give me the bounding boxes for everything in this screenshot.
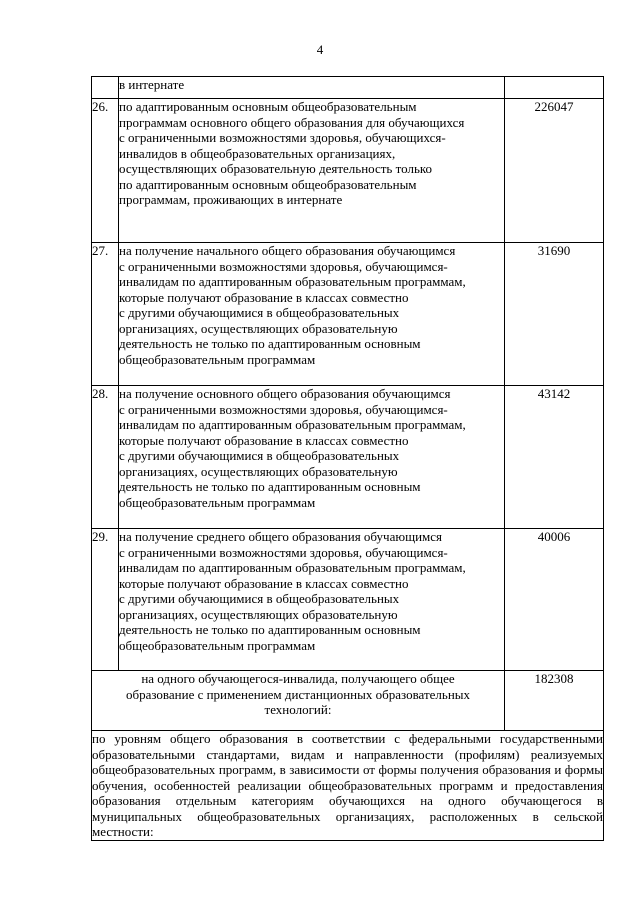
data-table [91, 76, 604, 841]
description-line: с ограниченными возможностями здоровья, обучающихся- [119, 130, 446, 145]
table-row [92, 99, 604, 243]
description-line: на получение начального общего образования обучающимся [119, 243, 456, 258]
summary-row [92, 671, 604, 731]
table-body [92, 77, 604, 841]
description-line: которые получают образование в классах совместно [119, 289, 409, 305]
footer-paragraph: по уровням общего образования в соответствии с федеральными государственными образовательными стандартами, видам и направленности (профилям) реализуемых общеобразовательных программ, в зависимости от формы получения образования и формы обучения, особенностей реализации общеобразовательных программ и предоставления образования отдельным категориям обучающихся на одного обучающегося в муниципальных общеобразовательных организациях, расположенных в сельской местности: [92, 731, 603, 839]
description-line: инвалидам по адаптированным образовательным программам, [119, 560, 466, 575]
description-line: в интернате [119, 77, 185, 92]
description-line: организациях, осуществляющих образовательную [119, 320, 398, 336]
table-row [92, 386, 604, 529]
row-description [119, 243, 505, 386]
description-line: на получение среднего общего образования обучающимся [119, 529, 443, 544]
description-line: общеобразовательным программам [119, 637, 316, 653]
row-value: 226047 [505, 99, 604, 243]
row-number: 28. [92, 386, 119, 529]
row-value [505, 77, 604, 99]
description-line: инвалидов в общеобразовательных организациях, [119, 145, 396, 161]
row-value: 31690 [505, 243, 604, 386]
description-line: организациях, осуществляющих образовательную [119, 463, 398, 479]
row-description [119, 529, 505, 671]
description-line: программам основного общего образования для обучающихся [119, 114, 465, 130]
row-description [119, 386, 505, 529]
description-line: с другими обучающимися в общеобразовательных [119, 448, 400, 463]
description-line: по адаптированным основным общеобразовательным [119, 99, 417, 114]
description-line: с другими обучающимися в общеобразовательных [119, 591, 400, 606]
row-number: 26. [92, 99, 119, 243]
description-line: с ограниченными возможностями здоровья, обучающимся- [119, 544, 448, 560]
table-row [92, 77, 604, 99]
summary-line: технологий: [264, 702, 332, 717]
row-number: 27. [92, 243, 119, 386]
row-description [119, 77, 505, 99]
summary-line: образование с применением дистанционных образовательных [125, 686, 471, 702]
row-number: 29. [92, 529, 119, 671]
description-line: деятельность не только по адаптированным основным [119, 622, 421, 637]
description-line: программам, проживающих в интернате [119, 192, 343, 207]
description-line: с ограниченными возможностями здоровья, обучающимся- [119, 401, 448, 417]
summary-label [92, 671, 505, 731]
description-line: с другими обучающимися в общеобразовательных [119, 305, 400, 320]
description-line: по адаптированным основным общеобразовательным [119, 176, 417, 192]
description-line: деятельность не только по адаптированным основным [119, 336, 421, 351]
description-line: с ограниченными возможностями здоровья, обучающимся- [119, 258, 448, 274]
description-line: деятельность не только по адаптированным основным [119, 479, 421, 494]
description-line: которые получают образование в классах совместно [119, 432, 409, 448]
description-line: общеобразовательным программам [119, 351, 316, 367]
page-number: 4 [316, 42, 324, 57]
summary-value: 182308 [505, 671, 604, 731]
description-line: на получение основного общего образования обучающимся [119, 386, 451, 401]
footer-row [92, 731, 604, 841]
row-description [119, 99, 505, 243]
row-value: 43142 [505, 386, 604, 529]
table-row [92, 243, 604, 386]
summary-line: на одного обучающегося-инвалида, получающего общее [141, 671, 455, 686]
description-line: осуществляющих образовательную деятельность только [119, 161, 433, 176]
description-line: которые получают образование в классах совместно [119, 575, 409, 591]
description-line: инвалидам по адаптированным образовательным программам, [119, 417, 466, 432]
row-number [92, 77, 119, 99]
description-line: инвалидам по адаптированным образовательным программам, [119, 274, 466, 289]
table-row [92, 529, 604, 671]
description-line: организациях, осуществляющих образовательную [119, 606, 398, 622]
description-line: общеобразовательным программам [119, 494, 316, 510]
row-value: 40006 [505, 529, 604, 671]
